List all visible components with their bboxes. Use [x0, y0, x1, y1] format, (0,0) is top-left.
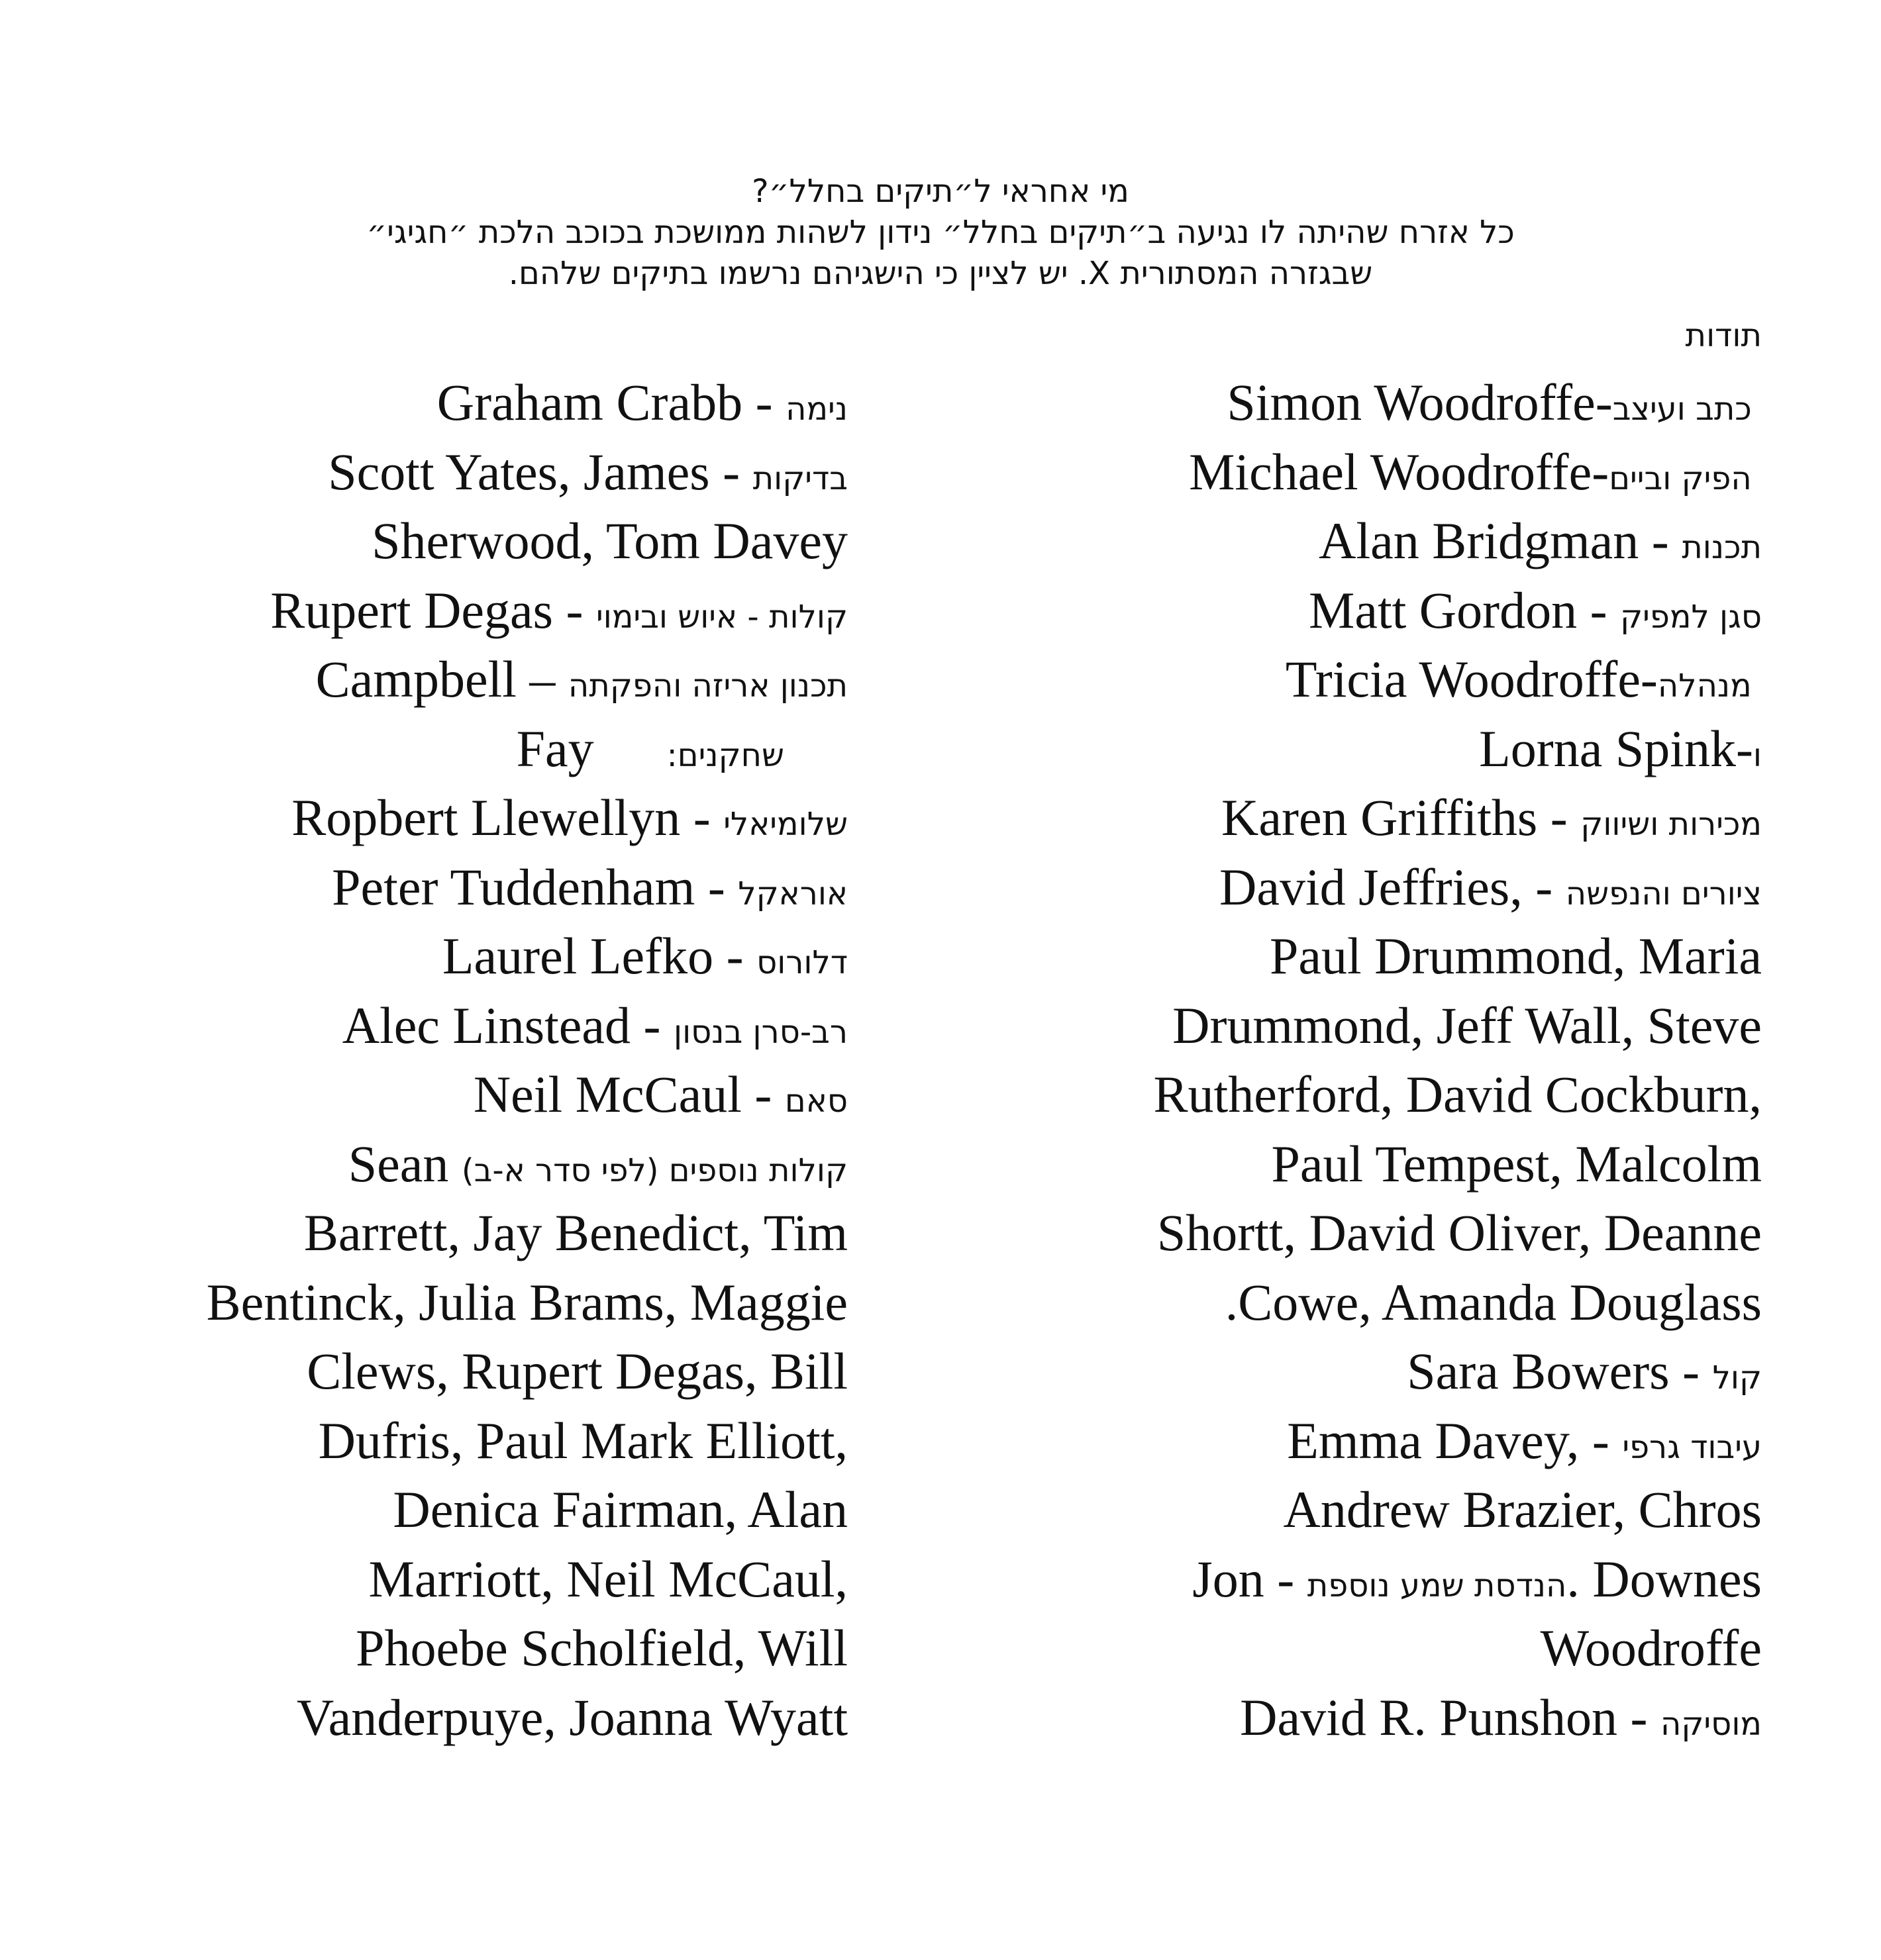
credit-role: קולות - איוש ובימוי	[595, 598, 848, 636]
credit-name: Paul Tempest, Malcolm	[1271, 1134, 1762, 1193]
credit-name: Lorna Spink-	[1479, 719, 1753, 777]
credit-line	[93, 1545, 848, 1614]
credit-name: Graham Crabb -	[436, 373, 786, 431]
credit-name: Tricia Woodroffe-	[1285, 650, 1658, 708]
credit-role: תכנון אריזה והפקתה	[568, 667, 848, 705]
credit-line	[93, 1337, 848, 1406]
credit-role: סאם	[784, 1083, 848, 1120]
credit-name: Scott Yates, James -	[328, 442, 753, 501]
credit-role: בדיקות	[752, 460, 848, 497]
credit-name: Clews, Rupert Degas, Bill	[307, 1342, 848, 1400]
credit-line	[1033, 1337, 1762, 1406]
credit-line	[93, 714, 848, 784]
credit-name: Barrett, Jay Benedict, Tim	[303, 1204, 848, 1261]
credit-role: הנדסת שמע נוספת	[1307, 1567, 1567, 1604]
credit-line	[1033, 991, 1762, 1061]
credit-name: Ropbert Llewellyn -	[291, 789, 724, 846]
credit-line	[1033, 1614, 1762, 1683]
credit-name: Sean	[348, 1134, 462, 1193]
credit-line	[1033, 438, 1762, 507]
credit-role: נימה	[786, 391, 848, 428]
intro-line-2: שבגזרה המסתורית X. יש לציין כי הישגיהם נרשמו בתיקים שלהם.	[508, 255, 1373, 292]
credit-name: Sara Bowers -	[1407, 1342, 1713, 1400]
credit-name: Fay	[516, 719, 594, 777]
credit-name: Phoebe Scholfield, Will	[356, 1619, 848, 1677]
credit-name: Sherwood, Tom Davey	[372, 512, 848, 569]
credit-line	[93, 368, 848, 438]
credit-line	[1033, 1268, 1762, 1338]
credit-name: Karen Griffiths -	[1221, 789, 1581, 846]
credit-line	[1033, 507, 1762, 576]
credit-name: Alan Bridgman -	[1319, 512, 1682, 569]
credit-role: ו	[1753, 736, 1762, 774]
credit-role: אוראקל	[738, 875, 848, 912]
credit-name: Jon -	[1192, 1549, 1307, 1608]
credit-line	[1033, 1406, 1762, 1476]
credit-role: דלורוס	[756, 944, 848, 981]
credit-name: Matt Gordon -	[1308, 581, 1621, 639]
credit-name: Paul Drummond, Maria	[1269, 927, 1762, 985]
credit-role: מוסיקה	[1660, 1705, 1762, 1743]
credit-name-continued: . Downes	[1566, 1549, 1762, 1608]
cast-heading: שחקנים:	[666, 736, 784, 774]
credit-role: תכנות	[1682, 529, 1762, 566]
credit-name: Campbell –	[315, 650, 568, 708]
credit-line	[1033, 576, 1762, 646]
credit-name: .Cowe, Amanda Douglass	[1225, 1273, 1762, 1331]
credit-name: David R. Punshon -	[1240, 1688, 1661, 1746]
credit-role: מכירות ושיווק	[1580, 806, 1762, 843]
credit-line	[93, 1406, 848, 1476]
credit-name: Rupert Degas -	[270, 581, 596, 639]
credit-line	[93, 1060, 848, 1130]
credit-line	[93, 1199, 848, 1268]
credit-name: Emma Davey, -	[1287, 1411, 1623, 1469]
intro-line-1: כל אזרח שהיתה לו נגיעה ב״תיקים בחלל״ נידון לשהות ממושכת בכוכב הלכת ״חגיגי״	[366, 214, 1515, 251]
credit-line	[1033, 368, 1762, 438]
intro-title: מי אחראי ל״תיקים בחלל״?	[752, 173, 1129, 210]
credit-line	[1033, 853, 1762, 922]
credit-name: Vanderpuye, Joanna Wyatt	[296, 1688, 848, 1746]
credit-name: Peter Tuddenham -	[332, 858, 738, 916]
credit-line	[1033, 783, 1762, 853]
credit-role: סגן למפיק	[1620, 598, 1762, 636]
credit-name: Dufris, Paul Mark Elliott,	[318, 1411, 848, 1469]
credit-role: קולות נוספים (לפי סדר א-ב)	[461, 1152, 848, 1189]
credit-role: עיבוד גרפי	[1622, 1428, 1762, 1466]
credits-heading: תודות	[1685, 317, 1762, 354]
credit-role: כתב ועיצב	[1612, 391, 1762, 428]
credit-line	[93, 507, 848, 576]
credit-name: Woodroffe	[1540, 1619, 1762, 1677]
credit-line	[1033, 714, 1762, 784]
credit-name: Drummond, Jeff Wall, Steve	[1172, 996, 1762, 1054]
credit-role: קול	[1712, 1359, 1762, 1396]
credit-line	[1033, 1060, 1762, 1130]
credit-line	[93, 438, 848, 507]
credit-line	[1033, 922, 1762, 991]
credits-right-column	[1033, 368, 1762, 1752]
credit-name: Shortt, David Oliver, Deanne	[1156, 1204, 1762, 1261]
credit-name: Laurel Lefko -	[442, 927, 757, 985]
credit-line	[93, 645, 848, 714]
credit-line	[93, 853, 848, 922]
credit-line	[1033, 1683, 1762, 1753]
credit-role: שלומיאלי	[723, 806, 848, 843]
credit-name: Simon Woodroffe-	[1227, 373, 1613, 431]
credit-name: Alec Linstead -	[342, 996, 674, 1054]
credit-name: Neil McCaul -	[473, 1065, 785, 1123]
credit-role: רב-סרן בנסון	[673, 1013, 848, 1051]
credit-role: ציורים והנפשה	[1565, 875, 1762, 912]
credit-line	[1033, 1475, 1762, 1545]
credit-role: מנהלה	[1657, 667, 1762, 705]
intro-block	[132, 171, 1749, 294]
credit-name: Rutherford, David Cockburn,	[1153, 1065, 1762, 1123]
credit-line	[1033, 1130, 1762, 1199]
credit-line	[93, 1268, 848, 1338]
credit-name: Michael Woodroffe-	[1189, 442, 1609, 501]
credit-name: Bentinck, Julia Brams, Maggie	[206, 1273, 848, 1331]
credit-line	[93, 1475, 848, 1545]
credit-line	[93, 1683, 848, 1753]
credit-name: Marriott, Neil McCaul,	[368, 1549, 848, 1608]
credit-line	[1033, 1545, 1762, 1614]
credit-line	[93, 783, 848, 853]
credit-line	[1033, 645, 1762, 714]
credit-name: David Jeffries, -	[1219, 858, 1566, 916]
credits-left-column	[93, 368, 848, 1752]
credit-line	[93, 576, 848, 646]
credit-name: Denica Fairman, Alan	[393, 1481, 848, 1538]
credit-name: Andrew Brazier, Chros	[1283, 1481, 1762, 1538]
credit-line	[93, 1130, 848, 1199]
credit-line	[1033, 1199, 1762, 1268]
credit-line	[93, 991, 848, 1061]
credit-role: הפיק וביים	[1609, 460, 1762, 497]
credit-line	[93, 1614, 848, 1683]
credit-line	[93, 922, 848, 991]
